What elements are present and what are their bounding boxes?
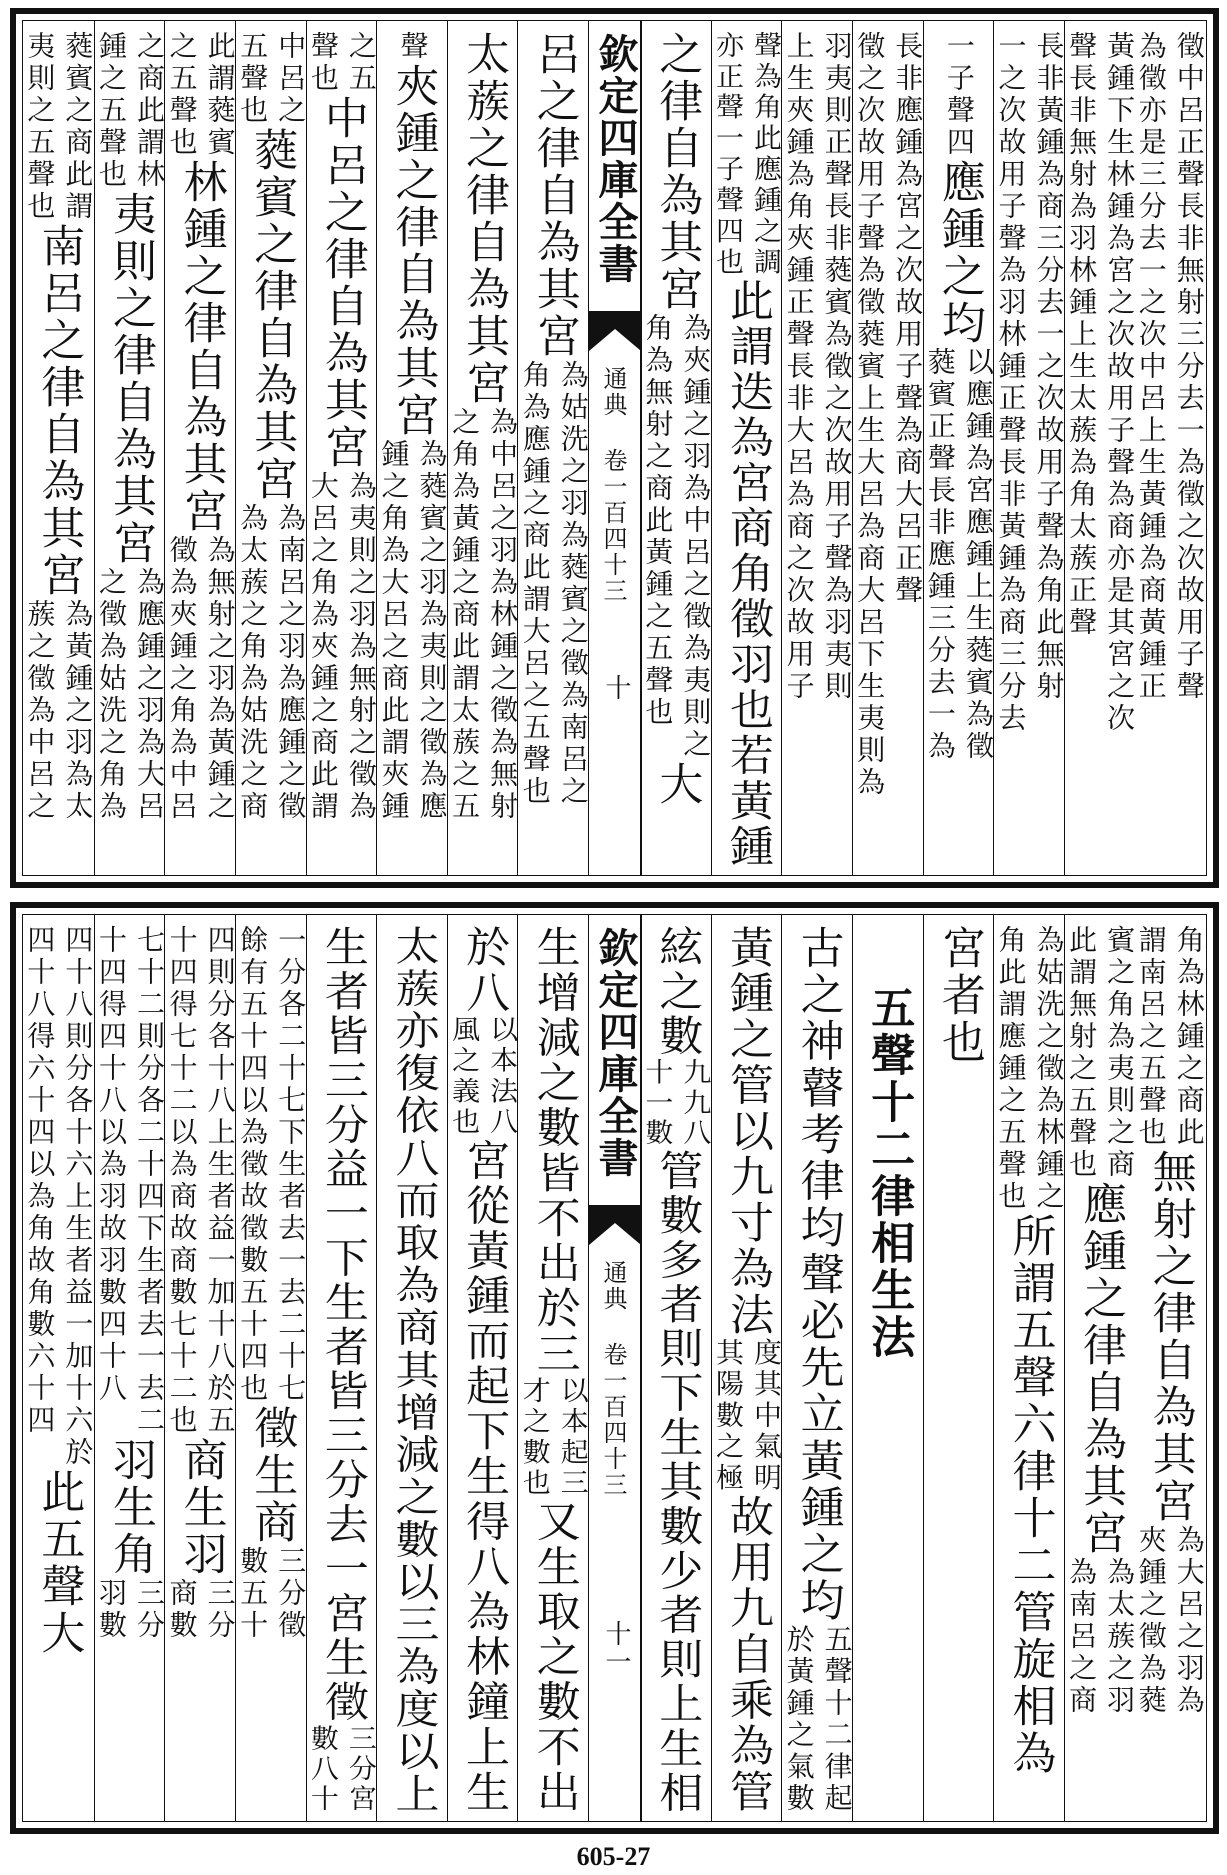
annotation-pair [95,31,165,191]
annotation-line: 角為應鍾之商此謂大呂之五聲也 [518,360,552,808]
annotation-pair [307,31,377,95]
annotation-pair [1065,925,1135,1181]
annotation-line: 十一數 [641,1058,675,1149]
annotation-line: 角此謂應鍾之五聲也 [994,925,1028,1213]
column-text [1134,31,1205,703]
main-text: 生者皆三分益一下生者皆三分去一宮生徵 [316,925,368,1725]
main-text: 生增減之數皆不出於三 [528,925,580,1377]
annotation-line: 於黃鍾之氣數 [782,1624,816,1815]
annotation-line: 為南呂之羽為應鍾之徵 [274,503,308,823]
annotation-pair [236,31,306,127]
annotation-line: 中呂之 [274,31,308,127]
annotation-line: 數五十 [236,1546,270,1642]
annotation-line: 蔟之徵為中呂之 [23,599,57,823]
annotation-line: 羽數 [94,1578,128,1642]
annotation-pair [783,31,853,703]
main-text: 應鍾之律自為其宮 [1075,1181,1127,1557]
annotation-line: 四十八則分各十六上生者益一加十六於 [61,925,95,1469]
column-text [23,925,94,1657]
text-column [94,21,166,875]
main-text: 古之神瞽考律均聲必先立黃鍾之均 [792,925,844,1625]
text-column [640,21,712,875]
main-text: 絃之數 [651,925,703,1059]
annotation-line: 三分徵 [274,1546,308,1642]
column-text [448,925,519,1815]
annotation-pair [1065,1557,1135,1717]
annotation-line: 一子聲四 [942,31,976,159]
text-column [1064,21,1136,875]
text-column [94,915,166,1821]
annotation-pair [236,503,306,823]
annotation-line: 商數 [165,1578,199,1642]
column-text [782,925,853,1815]
column-text [236,925,307,1642]
column-text [165,31,236,823]
text-column [235,21,307,875]
volume-label: 通典 卷一百四十三 [599,366,627,604]
column-text [853,31,924,799]
text-column [164,21,236,875]
annotation-pair [377,439,447,823]
main-text: 宮者也 [933,925,985,1066]
annotation-line: 黃鍾下生林鍾為宮之次故用子聲為商亦是其宮之次 [1103,31,1137,735]
annotation-line: 為徵亦是三分去一之次中呂上生黃鍾為商黃鍾正 [1134,31,1168,703]
annotation-line: 為黃鍾之羽為太 [61,599,95,823]
annotation-line: 三分 [132,1578,166,1642]
volume-label: 通典 卷一百四十三 [599,1260,627,1498]
column-text [23,31,94,823]
top-page-frame [22,20,1207,876]
column-text [712,925,783,1815]
annotation-pair [396,31,428,63]
text-column [376,21,448,875]
main-text: 夷則之律自為其宮 [104,191,156,567]
annotation-pair [166,925,236,1437]
annotation-pair [448,407,518,823]
annotation-line: 五聲也 [236,31,270,127]
annotation-line: 之商此謂林 [132,31,166,191]
annotation-line: 三分 [203,1578,237,1642]
annotation-pair [994,925,1064,1213]
text-column [1134,915,1205,1821]
annotation-line: 長非應鍾為宮之次故用子聲為商大呂正聲 [891,31,925,607]
text-column [376,915,448,1821]
annotation-line: 以應鍾為宮應鍾上生蕤賓為徵 [961,347,995,763]
column-text [1065,925,1136,1717]
annotation-pair [994,31,1064,735]
text-column [447,915,519,1821]
column-text [712,31,783,869]
annotation-line: 之五 [344,31,378,95]
annotation-line: 徵為夾鍾之角為中呂 [165,535,199,823]
fishtail-mark [589,1205,641,1255]
column-text [95,925,166,1642]
column-text [782,31,853,703]
annotation-pair [924,347,994,763]
column-text [1065,31,1136,735]
annotation-line: 其陽數之極 [711,1337,745,1495]
annotation-pair [448,1015,518,1138]
main-text: 此五聲大 [33,1469,85,1657]
column-text [1134,925,1205,1717]
bottom-page [10,902,1219,1834]
annotation-line: 徵之次故用子聲為徵蕤賓上生大呂為商大呂下生夷則為 [853,31,887,799]
annotation-line: 為大呂之羽為 [1172,1525,1206,1717]
column-text [994,31,1065,735]
main-text: 黃鍾之管以九寸為法 [721,925,773,1338]
annotation-line: 風之義也 [448,1015,482,1139]
annotation-line: 十四得七十二以為商故商數七十二也 [165,925,199,1437]
annotation-line: 才之數也 [518,1376,552,1500]
text-column [993,21,1065,875]
annotation-line: 蕤賓正聲長非應鍾三分去一為 [923,347,957,763]
main-text: 應鍾之均 [933,159,985,347]
column-text [236,31,307,823]
annotation-line: 十四得四十八以為羽故羽數四十八 [94,925,128,1405]
annotation-line: 聲也 [306,31,340,95]
annotation-pair [519,1376,589,1499]
annotation-pair [1135,925,1205,1149]
annotation-pair [307,471,377,823]
annotation-pair [166,535,236,823]
annotation-line: 賓之角為夷則之商 [1103,925,1137,1181]
main-text: 宮從黃鍾而起下生得八為林鐘上生 [458,1138,510,1815]
annotation-pair [1135,31,1205,703]
annotation-line: 聲 [396,31,430,63]
annotation-pair [519,360,589,808]
annotation-line: 三分宮 [344,1724,378,1816]
text-column [23,21,94,875]
annotation-line: 徵中呂正聲長非無射三分去一為徵之次故用子聲 [1172,31,1206,703]
text-column [164,915,236,1821]
annotation-line: 之徵為姑洗之角為 [94,567,128,823]
main-text: 蕤賓之律自為其宮 [246,127,298,503]
main-text: 之律自為其宮 [651,31,703,313]
annotation-line: 角為林鍾之商此 [1172,925,1206,1149]
annotation-line: 為無射之羽為黃鍾之 [203,535,237,823]
text-column [517,21,589,875]
annotation-pair [236,1546,306,1642]
annotation-pair [23,599,93,823]
book-title: 欽定四庫全書 [592,927,639,1179]
annotation-line: 亦正聲一子聲四也 [711,31,745,279]
annotation-pair [95,567,165,823]
main-text: 又生取之數不出 [528,1499,580,1815]
text-column [852,21,924,875]
annotation-line: 上生夾鍾為角夾鍾正聲長非大呂為商之次故用子 [782,31,816,703]
main-text: 太蔟之律自為其宮 [458,31,510,407]
annotation-line: 為夾鍾之羽為中呂之徵為夷則之 [679,313,713,761]
column-text [518,31,589,808]
annotation-line: 為應鍾之羽為大呂 [132,567,166,823]
leaf-number: 十一 [601,1620,631,1676]
annotation-line: 聲長非無射為羽林鍾上生太蔟為角太蔟正聲 [1065,31,1099,639]
annotation-line: 餘有五十四以為徵故徵數五十四也 [236,925,270,1405]
main-text: 南呂之律自為其宮 [33,223,85,599]
text-column [781,21,853,875]
text-column [23,915,94,1821]
annotation-line: 七十二則分各二十四下生者去一去二 [132,925,166,1437]
annotation-line: 四則分各十八上生者益一加十八於五 [203,925,237,1437]
annotation-pair [641,313,711,761]
annotation-line: 為太蔟之羽 [1103,1557,1137,1717]
main-text: 羽生角 [104,1437,156,1578]
annotation-pair [23,31,93,223]
annotation-line: 以本法八 [486,1015,520,1139]
annotation-line: 度其中氣明 [749,1337,783,1495]
annotation-line: 此謂蕤賓 [203,31,237,159]
annotation-line: 長非黃鍾為商三分去一之次故用子聲為角此無射 [1032,31,1066,703]
annotation-pair [943,31,975,159]
main-text: 夾鍾之律自為其宮 [387,63,439,439]
annotation-line: 之角為黃鍾之商此謂太蔟之五 [448,407,482,823]
main-text: 故用九自乘為管 [721,1494,773,1816]
column-text [853,925,924,1361]
text-column [852,915,924,1821]
annotation-pair [95,1578,165,1642]
center-band [588,21,642,875]
column-text [641,925,712,1815]
annotation-pair [236,925,306,1405]
annotation-line: 一之次故用子聲為羽林鍾正聲長非黃鍾為商三分去 [994,31,1028,735]
annotation-line: 謂南呂之五聲也 [1134,925,1168,1149]
column-text [448,31,519,823]
annotation-line: 之五聲也 [165,31,199,159]
annotation-line: 九九八 [679,1058,713,1149]
main-text: 太蔟亦復依八而取為商其增減之數以三為度以上 [387,925,439,1816]
annotation-line: 為南呂之商 [1065,1557,1099,1717]
column-text [994,925,1065,1777]
annotation-line: 蕤賓之商此謂 [61,31,95,223]
bottom-page-frame [22,914,1207,1822]
main-text: 林鍾之律自為其宮 [175,159,227,535]
annotation-line: 大呂之角為夾鍾之商此謂 [306,471,340,823]
annotation-line: 為姑洗之羽為蕤賓之徵為南呂之 [556,360,590,808]
column-text [307,31,378,823]
annotation-line: 聲為角此應鍾之調 [749,31,783,279]
text-column [993,915,1065,1821]
annotation-line: 為蕤賓之羽為夷則之徵為應 [415,439,449,823]
text-column [781,915,853,1821]
annotation-pair [95,925,165,1437]
column-text [307,925,378,1815]
text-column [306,915,378,1821]
annotation-pair [712,1338,782,1494]
annotation-line: 為姑洗之徵為林鍾之 [1032,925,1066,1213]
annotation-pair [166,1578,236,1642]
annotation-pair [853,31,923,799]
annotation-line: 以本起三 [556,1376,590,1500]
column-text [377,31,448,823]
annotation-line: 鍾之五聲也 [94,31,128,191]
annotation-line: 此謂無射之五聲也 [1065,925,1099,1181]
annotation-pair [166,31,236,159]
text-column [640,915,712,1821]
annotation-pair [1135,1525,1205,1717]
text-column [711,21,783,875]
annotation-pair [712,31,782,279]
annotation-line: 為太蔟之角為姑洗之商 [236,503,270,823]
main-text: 商生羽 [175,1437,227,1578]
main-text: 呂之律自為其宮 [528,31,580,360]
text-column [306,21,378,875]
annotation-pair [307,1724,377,1815]
annotation-line: 四十八得六十四以為角故角數六十四 [23,925,57,1437]
annotation-line: 羽夷則正聲長非蕤賓為徵之次故用子聲為羽夷則 [820,31,854,703]
text-column [235,915,307,1821]
leaf-number: 十 [601,674,631,702]
section-heading: 五聲十二律相生法 [863,985,915,1361]
annotation-line: 夷則之五聲也 [23,31,57,223]
text-column [1134,21,1205,875]
main-text: 此謂迭為宮商角徵羽也若黃鍾 [721,278,773,870]
top-page [10,8,1219,888]
text-column [1064,915,1136,1821]
column-text [924,925,995,1066]
annotation-line: 數八十 [306,1724,340,1816]
column-text [518,925,589,1815]
main-text: 中呂之律自為其宮 [316,95,368,471]
annotation-line: 五聲十二律起 [820,1624,854,1815]
text-column [923,21,995,875]
main-text: 大 [651,761,703,808]
annotation-line: 為中呂之羽為林鍾之徵為無射 [486,407,520,823]
center-band [588,915,642,1821]
annotation-line: 鍾之角為大呂之商此謂夾鍾 [377,439,411,823]
annotation-line: 為夷則之羽為無射之徵為 [344,471,378,823]
main-text: 無射之律自為其宮 [1144,1149,1196,1525]
column-text [95,31,166,823]
column-text [377,925,448,1815]
page-number: 605-27 [576,1842,651,1871]
text-column [711,915,783,1821]
annotation-line: 夾鍾之徵為蕤 [1134,1525,1168,1717]
main-text: 管數多者則下生其數少者則上生相 [651,1148,703,1816]
main-text: 徵生商 [246,1405,298,1546]
column-text [165,925,236,1642]
annotation-line: 角為無射之商此黃鍾之五聲也 [641,313,675,729]
column-text [924,31,995,763]
text-column [923,915,995,1821]
annotation-pair [783,1624,853,1814]
text-column [447,21,519,875]
annotation-line: 一分各二十七下生者去一去二十七 [274,925,308,1405]
text-column [517,915,589,1821]
fishtail-mark [589,311,641,361]
main-text: 於八 [458,925,510,1016]
book-title: 欽定四庫全書 [592,33,639,285]
annotation-pair [641,1058,711,1149]
annotation-pair [23,925,93,1469]
annotation-pair [1065,31,1135,735]
column-text [641,31,712,808]
main-text: 所謂五聲六律十二管旋相為 [1004,1213,1056,1777]
